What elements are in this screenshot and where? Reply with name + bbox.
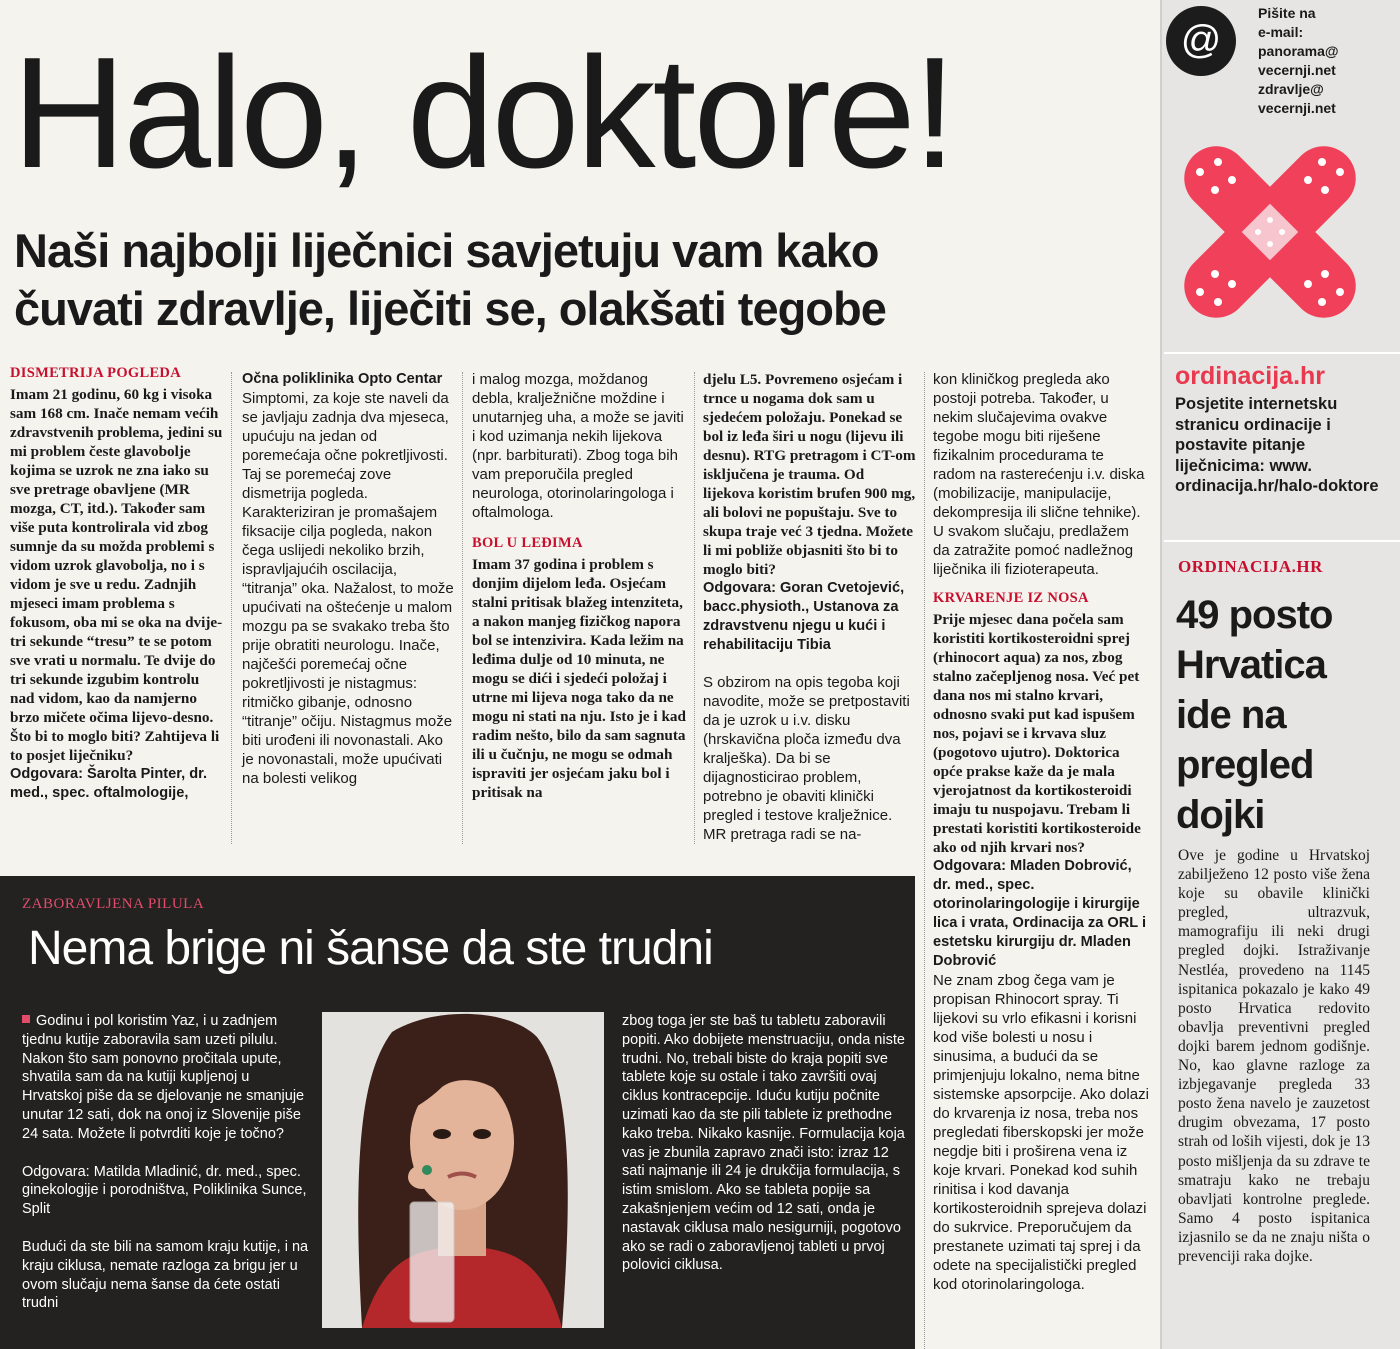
email-line[interactable]: zdravlje@ bbox=[1258, 81, 1324, 97]
email-line: e-mail: bbox=[1258, 24, 1304, 40]
email-line[interactable]: vecernji.net bbox=[1258, 62, 1336, 78]
answer-text: kon kliničkog pregleda ako postoji potreba. Također, u nekim slučajevima ovakve tegobe mogu biti riješene fizikalnim procedurama te radom na rasterećenju i.v. diska (mobilizacije, manipulacije, dekompresija ili slične tehnike). U svakom slučaju, predlažem da zatražite pomoć nadležnog liječnika ili fizioterapeuta. bbox=[933, 371, 1145, 578]
site-name[interactable]: ordinacija.hr bbox=[1175, 362, 1326, 390]
section-label: ZABORAVLJENA PILULA bbox=[22, 896, 205, 912]
email-contact bbox=[1258, 4, 1339, 118]
clinic-name: Očna poliklinika Opto Centar bbox=[242, 371, 443, 387]
email-line: Pišite na bbox=[1258, 5, 1316, 21]
column-divider bbox=[462, 372, 463, 844]
question-text: Imam 37 godina i problem s donjim dijelom leđa. Osjećam stalni pritisak blažeg intenziteta, a nakon manjeg fizičkog napora bol se intenzivira. Kada ležim na leđima dulje od 10 minuta, ne mogu se dići i sjedeći položaj i utrne mi lijeva noga tako da ne mogu ni stati na nju. Isto je i kad radim nešto, bilo da sam sagnuta ili u čučnju, ne mogu se odmah ispraviti jer osjećam jaku bol i pritisak na bbox=[472, 556, 686, 801]
column-divider bbox=[231, 372, 232, 844]
question-text: Godinu i pol koristim Yaz, i u zadnjem tjednu kutije zaboravila sam uzeti pilulu. Nakon što sam ponovno pročitala upute, shvatila sam da na kutiji kupljenoj u Hrvatskoj piše da se djelovanje ne smanjuje unutar 12 sati, dok na onoj iz Slovenije piše 24 sata. Možete li potvrditi koje je točno? bbox=[22, 1013, 305, 1142]
column-divider bbox=[694, 372, 695, 844]
article-bol-u-ledima-cont bbox=[703, 370, 918, 844]
headline-line: ide na bbox=[1176, 693, 1286, 737]
answer-text: Ne znam zbog čega vam je propisan Rhinocort spray. Ti lijekovi su vrlo efikasni i korisni kod više bolesti u nosu i sinusima, a budući da se primjenjuju lokalno, nema bitne sistemske apsorpcije. Ako dolazi do krvarenja iz nosa, treba nos pregledati fiberskopski jer može negdje biti i proširena vena iz koje krvari. Ponekad kod suhih rinitisa i kod davanja kortikosteroidnih sprejeva dolazi do sukrvice. Preporučujem da prestanete uzimati taj sprej i da odete na specijalistički pregled kod otorinolaringologa. bbox=[933, 972, 1149, 1293]
headline-line: dojki bbox=[1176, 793, 1265, 837]
headline-line: pregled bbox=[1176, 743, 1314, 787]
question-text: Imam 21 godinu, 60 kg i visoka sam 168 cm. Inače nemam većih zdravstvenih problema, jedini su mi problem česte glavobolje kojima se uzrok ne zna iako su sve pretrage obavljene (MR mozga, CT, itd.). Također sam više puta kontrolirala vid zbog sumnje da su možda problemi s vidom uzrok glavobolja, no i s vidom je sve u redu. Zadnjih mjeseci imam problema s fokusom, oba mi se oka na dvije-tri sekunde “tresu” te se potom sve vrati u normalu. Te dvije do tri sekunde izgubim kontrolu nad vidom, kao da namjerno brzo mičete očima lijevo-desno. Što bi to moglo biti? Zahtijeva li to posjet liječniku? bbox=[10, 386, 223, 764]
article-dismetrija bbox=[10, 364, 224, 803]
bullet-square-icon bbox=[22, 1015, 30, 1023]
question-text: djelu L5. Povremeno osjećam i trnce u nogama dok sam u sjedećem položaju. Ponekad se bol iz leđa širi u nogu (lijevu ili desnu). RTG pretragom i CT-om isključena je trauma. Od lijekova koristim brufen 900 mg, ali bolovi ne popuštaju. Sve to skupa traje već 3 tjedna. Možete li mi pobliže objasniti što bi to moglo biti? bbox=[703, 371, 916, 578]
sidebar-body-text: Ove je godine u Hrvatskoj zabilježeno 12 posto više žena koje su obavile klinički pregled, ultrazvuk, mamografiju ili neki drugi pregled dojki. Istraživanje Nestléa, provedeno na 1145 ispitanica pokazalo je kako 49 posto Hrvatica redovito obavlja preventivni pregled dojki barem jednom godišnje. No, kao glavne razloge za izbjegavanje pregleda 33 posto žena navelo je zauzetost drugim obvezama, 17 posto strah od loših vijesti, dok je 13 posto mišljenja da su zdrave te smatraju kako ne trebaju obavljati kontrolne preglede. Samo 4 posto ispitanica izjasnilo se da ne znaju ništa o prevenciji raka dojke. bbox=[1178, 847, 1370, 1265]
answer-text: Simptomi, za koje ste naveli da se javljaju zadnja dva mjeseca, upućuju na jedan od poremećaja očne pokretljivosti. Taj se poremećaj zove dismetrija pogleda. Karakteriziran je promašajem fiksacije cilja pogleda, nakon čega uslijedi nekoliko brzih, ispravljajućih oscilacija, “titranja” oka. Nažalost, to može upućivati na oštećenje u malom mozgu pa se svakako treba što prije obratiti neurologu. Inače, najčešći poremećaj očne pokretljivosti je nistagmus: ritmičko gibanje, odnosno “titranje” očiju. Nistagmus može biti urođeni ili novonastali. Ako je novonastali, može upućivati na bolesti velikog bbox=[242, 390, 454, 787]
page-title: Halo, doktore! bbox=[12, 25, 954, 201]
pill-article-box bbox=[0, 876, 915, 1349]
bandage-icon bbox=[1170, 132, 1370, 332]
article-dismetrija-answer bbox=[242, 370, 456, 788]
section-label: BOL U LEĐIMA bbox=[472, 535, 583, 551]
question-text: Prije mjesec dana počela sam koristiti kortikosteroidni sprej (rhinocort aqua) za nos, zbog stalno začepljenog nosa. Već pet dana nos mi stalno krvari, odnosno svaki put kad ispušem nos, pojavi se i krvava sluz (pogotovo ujutro). Doktorica opće prakse kaže da je mala vjerojatnost da kortikosteroidi imaju tu nuspojavu. Trebam li prestati koristiti kortikosteroide ako od njih krvari nos? bbox=[933, 611, 1141, 856]
section-label: KRVARENJE IZ NOSA bbox=[933, 590, 1089, 606]
sidebar-headline bbox=[1176, 590, 1332, 840]
sidebar-divider bbox=[1164, 352, 1400, 354]
column-divider bbox=[924, 372, 925, 1349]
pill-left-text bbox=[22, 1012, 310, 1313]
article-bol-u-ledima bbox=[472, 370, 688, 802]
headline-line: 49 posto bbox=[1176, 593, 1333, 637]
article-krvarenje-iz-nosa bbox=[933, 370, 1149, 1294]
section-label: DISMETRIJA POGLEDA bbox=[10, 365, 181, 381]
answer-text: S obzirom na opis tegoba koji navodite, može se pretpostaviti da je uzrok u i.v. disku (hrskavična ploča između dva kralješka). Da bi se dijagnosticirao problem, potrebno je obaviti klinički pregled i testove kralježnice. MR pretraga radi se na- bbox=[703, 674, 910, 843]
sidebar-divider bbox=[1164, 540, 1400, 542]
email-line[interactable]: panorama@ bbox=[1258, 43, 1339, 59]
answer-by: Odgovara: Šarolta Pinter, dr. med., spec. oftalmologije, bbox=[10, 766, 208, 801]
page-subtitle bbox=[14, 222, 1139, 338]
headline-line: Hrvatica bbox=[1176, 643, 1326, 687]
at-icon: @ bbox=[1166, 6, 1236, 76]
answer-text: zbog toga jer ste baš tu tabletu zaboravili popiti. Ako dobijete menstruaciju, onda niste trudni. No, trebali biste do kraja popiti sve tablete koje su ostale i tako završiti ovaj ciklus kontracepcije. Iduću kutiju počnite uzimati kao da ste pili tablete iz prethodne kako treba. Nikako kasnije. Formulacija koja vas je zbunila zapravo znači isto: izraz 12 sati najmanje ili 24 je drukčija formulacija, s istim smislom. Ako se tableta popije sa zakašnjenjem većim od 12 sati, onda je nastavak ciklusa malo nesigurniji, pogotovo ako se radi o zaboravljenoj tableti u prvoj polovici ciklusa. bbox=[622, 1013, 905, 1274]
pill-headline: Nema brige ni šanse da ste trudni bbox=[28, 922, 713, 975]
answer-by: Odgovara: Matilda Mladinić, dr. med., spec. ginekologije i porodništva, Poliklinika Sunce, Split bbox=[22, 1163, 307, 1218]
answer-by: Odgovara: Goran Cvetojević, bacc.physioth., Ustanova za zdravstvenu njegu u kući i rehabilitaciju Tibia bbox=[703, 580, 905, 653]
subtitle-line: Naši najbolji liječnici savjetuju vam kako bbox=[14, 224, 879, 277]
answer-text: i malog mozga, moždanog debla, kralježnične moždine i unutarnjeg uha, a može se javiti i kod uzimanja nekih lijekova (npr. barbiturati). Zbog toga bih vam preporučila pregled neurologa, otorinolaringologa i oftalmologa. bbox=[472, 371, 684, 521]
site-promo-text: Posjetite internetsku stranicu ordinacije i postavite pitanje liječnicima: www. ordinacija.hr/halo-doktore bbox=[1175, 395, 1379, 495]
email-line[interactable]: vecernji.net bbox=[1258, 100, 1336, 116]
woman-with-pill-photo bbox=[322, 1012, 604, 1328]
answer-text: Budući da ste bili na samom kraju kutije, i na kraju ciklusa, nemate razloga za brigu jer u ovom slučaju nema šanse da ćete ostati trudni bbox=[22, 1238, 309, 1312]
answer-by: Odgovara: Mladen Dobrović, dr. med., spec. otorinolaringologije i kirurgije lica i vrata, Ordinacija za ORL i estetsku kirurgiju dr. Mladen Dobrović bbox=[933, 858, 1147, 969]
subtitle-line: čuvati zdravlje, liječiti se, olakšati tegobe bbox=[14, 282, 886, 335]
section-label: ORDINACIJA.HR bbox=[1178, 557, 1323, 576]
